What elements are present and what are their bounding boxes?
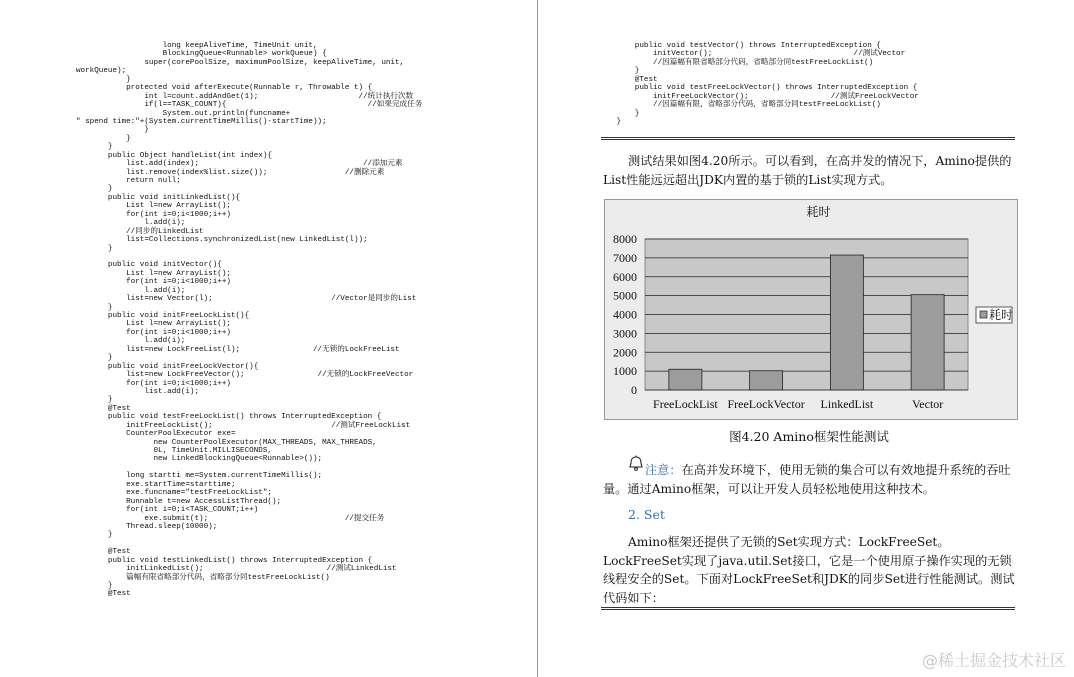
code-line: Thread.sleep(10000);	[76, 522, 218, 531]
code-line: new CounterPoolExecutor(MAX_THREADS, MAX_THREADS,	[76, 438, 377, 447]
code-line: public void testFreeLockList() throws InterruptedException {	[76, 413, 382, 422]
page-divider	[537, 0, 538, 677]
code-line: super(corePoolSize, maximumPoolSize, keepAliveTime, unit,	[76, 58, 405, 67]
bar	[750, 371, 783, 390]
code-line: public Object handleList(int index){	[76, 151, 272, 160]
code-line: }	[76, 396, 113, 405]
code-line: initVector(); //测试Vector	[612, 50, 906, 59]
note-text: 在高并发环境下，使用无锁的集合可以有效地提升系统的吞吐量。通过Amino框架，可以让开发人员轻松地使用这种技术。	[603, 463, 1011, 496]
code-line: l.add(i);	[76, 286, 186, 295]
y-tick-label: 0	[631, 383, 637, 397]
code-line: }	[612, 67, 640, 76]
code-line: //因篇幅有限省略部分代码，省略部分同testFreeLockList()	[612, 58, 874, 67]
code-line: }	[76, 354, 113, 363]
code-line: list.remove(index%list.size()); //删除元素	[76, 168, 385, 177]
code-line: }	[76, 134, 131, 143]
left-code-block	[76, 42, 422, 599]
code-line: }	[76, 185, 113, 194]
y-tick-label: 2000	[613, 345, 637, 360]
code-line: List l=new ArrayList();	[76, 269, 231, 278]
code-start-rule	[601, 607, 1015, 610]
code-line: //因篇幅有限，省略部分代码，省略部分同testFreeLockList()	[612, 101, 881, 110]
code-line: BlockingQueue<Runnable> workQueue) {	[76, 50, 327, 59]
code-line: list.add(i);	[76, 387, 200, 396]
x-tick-label: FreeLockVector	[727, 397, 805, 411]
code-line: @Test	[612, 75, 658, 84]
bar	[830, 255, 863, 390]
code-line	[76, 540, 422, 548]
code-line: }	[76, 143, 113, 152]
chart-frame	[604, 199, 1018, 420]
chart-title: 耗时	[806, 205, 831, 219]
x-tick-label: Vector	[911, 397, 944, 411]
code-line: " spend time:"+(System.currentTimeMillis()-startTime));	[76, 117, 327, 126]
code-line: List l=new ArrayList();	[76, 202, 231, 211]
code-line: protected void afterExecute(Runnable r, Throwable t) {	[76, 84, 373, 93]
x-tick-label: LinkedList	[820, 397, 874, 411]
code-line: for(int i=0;i<1000;i++)	[76, 278, 231, 287]
code-line	[76, 464, 422, 472]
code-line: public void initFreeLockVector(){	[76, 362, 259, 371]
code-line: public void initLinkedList(){	[76, 193, 241, 202]
code-line: workQueue);	[76, 67, 127, 76]
set-paragraph: Amino框架还提供了无锁的Set实现方式：LockFreeSet。LockFreeSet实现了java.util.Set接口，它是一个使用原子操作实现的无锁线程安全的Set。下面对LockFreeSet和JDK的同步Set进行性能测试。测试代码如下：	[603, 535, 1015, 605]
result-paragraph: 测试结果如图4.20所示。可以看到，在高并发的情况下，Amino提供的List性能远远超出JDK内置的基于锁的List实现方式。	[603, 154, 1012, 187]
code-line: public void initFreeLockList(){	[76, 312, 250, 320]
code-line: public void testFreeLockVector() throws InterruptedException {	[612, 84, 918, 93]
code-line: exe.startTime=starttime;	[76, 480, 236, 489]
y-tick-label: 3000	[613, 326, 637, 341]
y-tick-label: 4000	[613, 307, 637, 322]
code-line: 篇幅有限省略部分代码，省略部分同testFreeLockList()	[76, 573, 330, 582]
watermark: @稀土掘金技术社区	[921, 651, 1066, 670]
code-line: @Test	[76, 590, 131, 599]
code-line: for(int i=0;i<1000;i++)	[76, 328, 231, 337]
code-line: int l=count.addAndGet(1); //统计执行次数	[76, 92, 414, 101]
code-line: exe.submit(t); //提交任务	[76, 514, 385, 523]
code-line: long keepAliveTime, TimeUnit unit,	[76, 42, 318, 50]
code-line: for(int i=0;i<1000;i++)	[76, 379, 231, 388]
code-line: initFreeLockVector(); //测试FreeLockVector	[612, 92, 919, 101]
bar	[911, 295, 944, 390]
code-line: }	[76, 582, 113, 590]
legend-swatch	[980, 311, 987, 318]
y-tick-label: 7000	[613, 250, 637, 265]
code-line: 0L, TimeUnit.MILLISECONDS,	[76, 447, 272, 455]
code-line: List l=new ArrayList();	[76, 320, 231, 329]
code-line: }	[76, 126, 149, 135]
note-label: 注意：	[645, 463, 682, 477]
code-line: }	[612, 117, 622, 126]
code-line: new LinkedBlockingQueue<Runnable>());	[76, 455, 323, 464]
code-line: }	[76, 75, 131, 84]
section-heading: 2. Set	[628, 507, 665, 522]
code-line: return null;	[76, 177, 181, 185]
code-line: list=new LockFreeVector(); //无锁的LockFreeVector	[76, 371, 414, 380]
code-line: list=Collections.synchronizedList(new LinkedList(l));	[76, 236, 368, 245]
y-tick-label: 1000	[613, 364, 637, 379]
y-tick-label: 5000	[613, 288, 637, 303]
code-line: initFreeLockList(); //测试FreeLockList	[76, 421, 411, 430]
code-line: list=new Vector(l); //Vector是同步的List	[76, 295, 417, 304]
code-line: initLinkedList(); //测试LinkedList	[76, 565, 397, 574]
code-line: //同步的LinkedList	[76, 227, 204, 236]
code-line: l.add(i);	[76, 337, 186, 346]
code-line: public void testVector() throws InterruptedException {	[612, 42, 881, 50]
code-line: if(l==TASK_COUNT){ //如果完成任务	[76, 101, 423, 110]
legend-label: 耗时	[989, 308, 1014, 322]
code-line: }	[76, 303, 113, 312]
note-paragraph	[603, 461, 1015, 498]
code-line: long startti me=System.currentTimeMillis();	[76, 472, 323, 481]
x-tick-label: FreeLockList	[653, 397, 718, 411]
bar	[669, 369, 702, 390]
code-line: list.add(index); //添加元素	[76, 160, 403, 169]
code-line	[76, 253, 422, 261]
code-end-rule	[601, 137, 1015, 140]
right-code-block	[612, 42, 919, 126]
code-line: for(int i=0;i<1000;i++)	[76, 210, 231, 219]
code-line: list=new LockFreeList(l); //无锁的LockFreeList	[76, 345, 400, 354]
figure-caption: 图4.20 Amino框架性能测试	[729, 429, 889, 444]
code-line: public void initVector(){	[76, 261, 222, 270]
code-line: }	[76, 244, 113, 253]
code-line: CounterPoolExecutor exe=	[76, 430, 236, 439]
code-line: public void testLinkedList() throws InterruptedException {	[76, 556, 373, 565]
code-line: }	[76, 531, 113, 540]
code-line: }	[612, 109, 640, 118]
code-line: Runnable t=new AccessListThread();	[76, 497, 282, 506]
bar-chart	[605, 200, 1017, 419]
code-line: exe.funcname="testFreeLockList";	[76, 489, 272, 498]
code-line: l.add(i);	[76, 219, 186, 228]
code-line: @Test	[76, 404, 131, 413]
code-line: for(int i=0;i<TASK_COUNT;i++)	[76, 506, 259, 515]
y-tick-label: 8000	[613, 232, 637, 246]
code-line: System.out.println(funcname+	[76, 109, 291, 118]
y-tick-label: 6000	[613, 269, 637, 284]
code-line: @Test	[76, 548, 131, 557]
